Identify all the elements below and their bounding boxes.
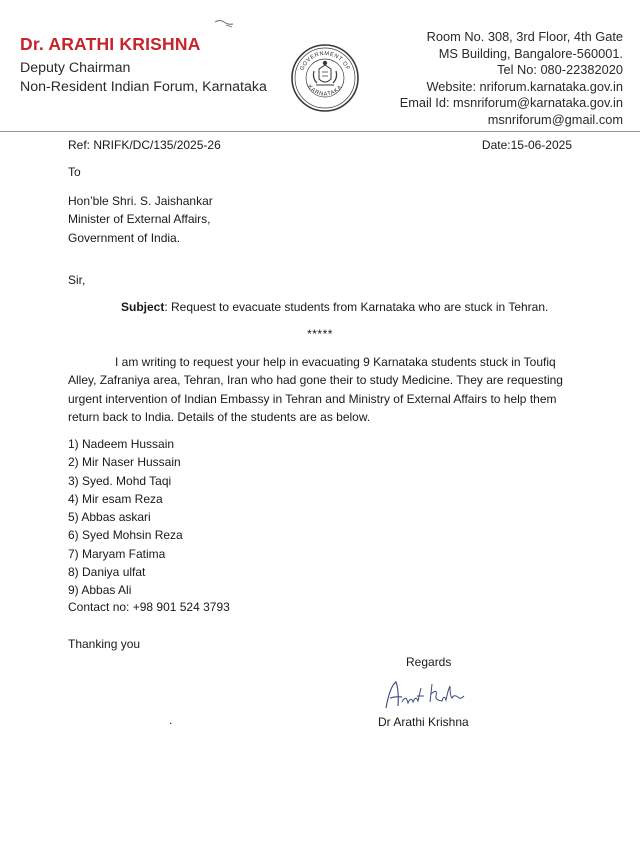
to-label: To <box>68 165 81 179</box>
stray-dot: . <box>169 713 173 727</box>
address-line: Room No. 308, 3rd Floor, 4th Gate <box>426 29 623 44</box>
regards-line: Regards <box>406 655 452 669</box>
subject-text: : Request to evacuate students from Karnataka who are stuck in Tehran. <box>164 300 549 314</box>
pen-mark-icon <box>214 18 234 28</box>
list-item: 1) Nadeem Hussain <box>68 437 175 451</box>
letterhead <box>0 0 640 132</box>
handwritten-signature <box>380 676 468 714</box>
letterhead-divider <box>0 131 640 132</box>
sender-role <box>20 59 267 97</box>
salutation: Sir, <box>68 273 86 287</box>
contact-number: Contact no: +98 901 524 3793 <box>68 600 230 614</box>
letterhead-left <box>20 34 267 97</box>
address-line: MS Building, Bangalore-560001. <box>438 45 623 61</box>
karnataka-emblem-icon <box>290 43 360 113</box>
body-paragraph: I am writing to request your help in evacuating 9 Karnataka students stuck in Toufiq Alley, Zafraniya area, Tehran, Iran who had gone their to study Medicine. They are requesting urgent intervention of Indian Embassy in Tehran and Ministry of External Affairs to help them return back to India. Details of the students are as below. <box>68 355 563 424</box>
recipient-title: Minister of External Affairs, <box>68 212 211 227</box>
list-item: 6) Syed Mohsin Reza <box>68 528 183 543</box>
student-list <box>68 435 183 600</box>
separator: ***** <box>307 327 333 341</box>
subject-label: Subject <box>121 300 165 314</box>
sender-title: Deputy Chairman <box>20 60 131 76</box>
sender-name: Dr. ARATHI KRISHNA <box>20 34 201 54</box>
sender-address-block <box>400 29 623 129</box>
phone-line: Tel No: 080-22382020 <box>497 62 623 78</box>
subject-line <box>121 300 548 314</box>
signer-name: Dr Arathi Krishna <box>378 715 469 729</box>
letter-date: Date:15-06-2025 <box>481 138 572 152</box>
svg-text:KARNATAKA <box>306 84 344 98</box>
recipient-name: Hon’ble Shri. S. Jaishankar <box>68 194 213 208</box>
recipient-organization: Government of India. <box>68 230 181 245</box>
email-line: msnriforum@gmail.com <box>487 111 623 127</box>
emblem-text-top: GOVERNMENT OF <box>299 50 351 72</box>
sender-organization: Non-Resident Indian Forum, Karnataka <box>20 79 267 95</box>
list-item: 5) Abbas askari <box>68 510 151 525</box>
list-item: 9) Abbas Ali <box>68 583 132 598</box>
reference-number: Ref: NRIFK/DC/135/2025-26 <box>68 138 221 152</box>
website-line: Website: nriforum.karnataka.gov.in <box>426 78 623 94</box>
list-item: 4) Mir esam Reza <box>68 491 163 506</box>
list-item: 2) Mir Naser Hussain <box>68 455 181 470</box>
list-item: 8) Daniya ulfat <box>68 565 146 580</box>
closing-line: Thanking you <box>68 637 141 651</box>
email-line: Email Id: msnriforum@karnataka.gov.in <box>399 95 623 111</box>
emblem-text-bottom: KARNATAKA <box>306 84 344 98</box>
list-item: 7) Maryam Fatima <box>68 546 166 561</box>
letter-body <box>68 353 573 426</box>
recipient-address <box>68 192 213 247</box>
list-item: 3) Syed. Mohd Taqi <box>68 473 172 488</box>
